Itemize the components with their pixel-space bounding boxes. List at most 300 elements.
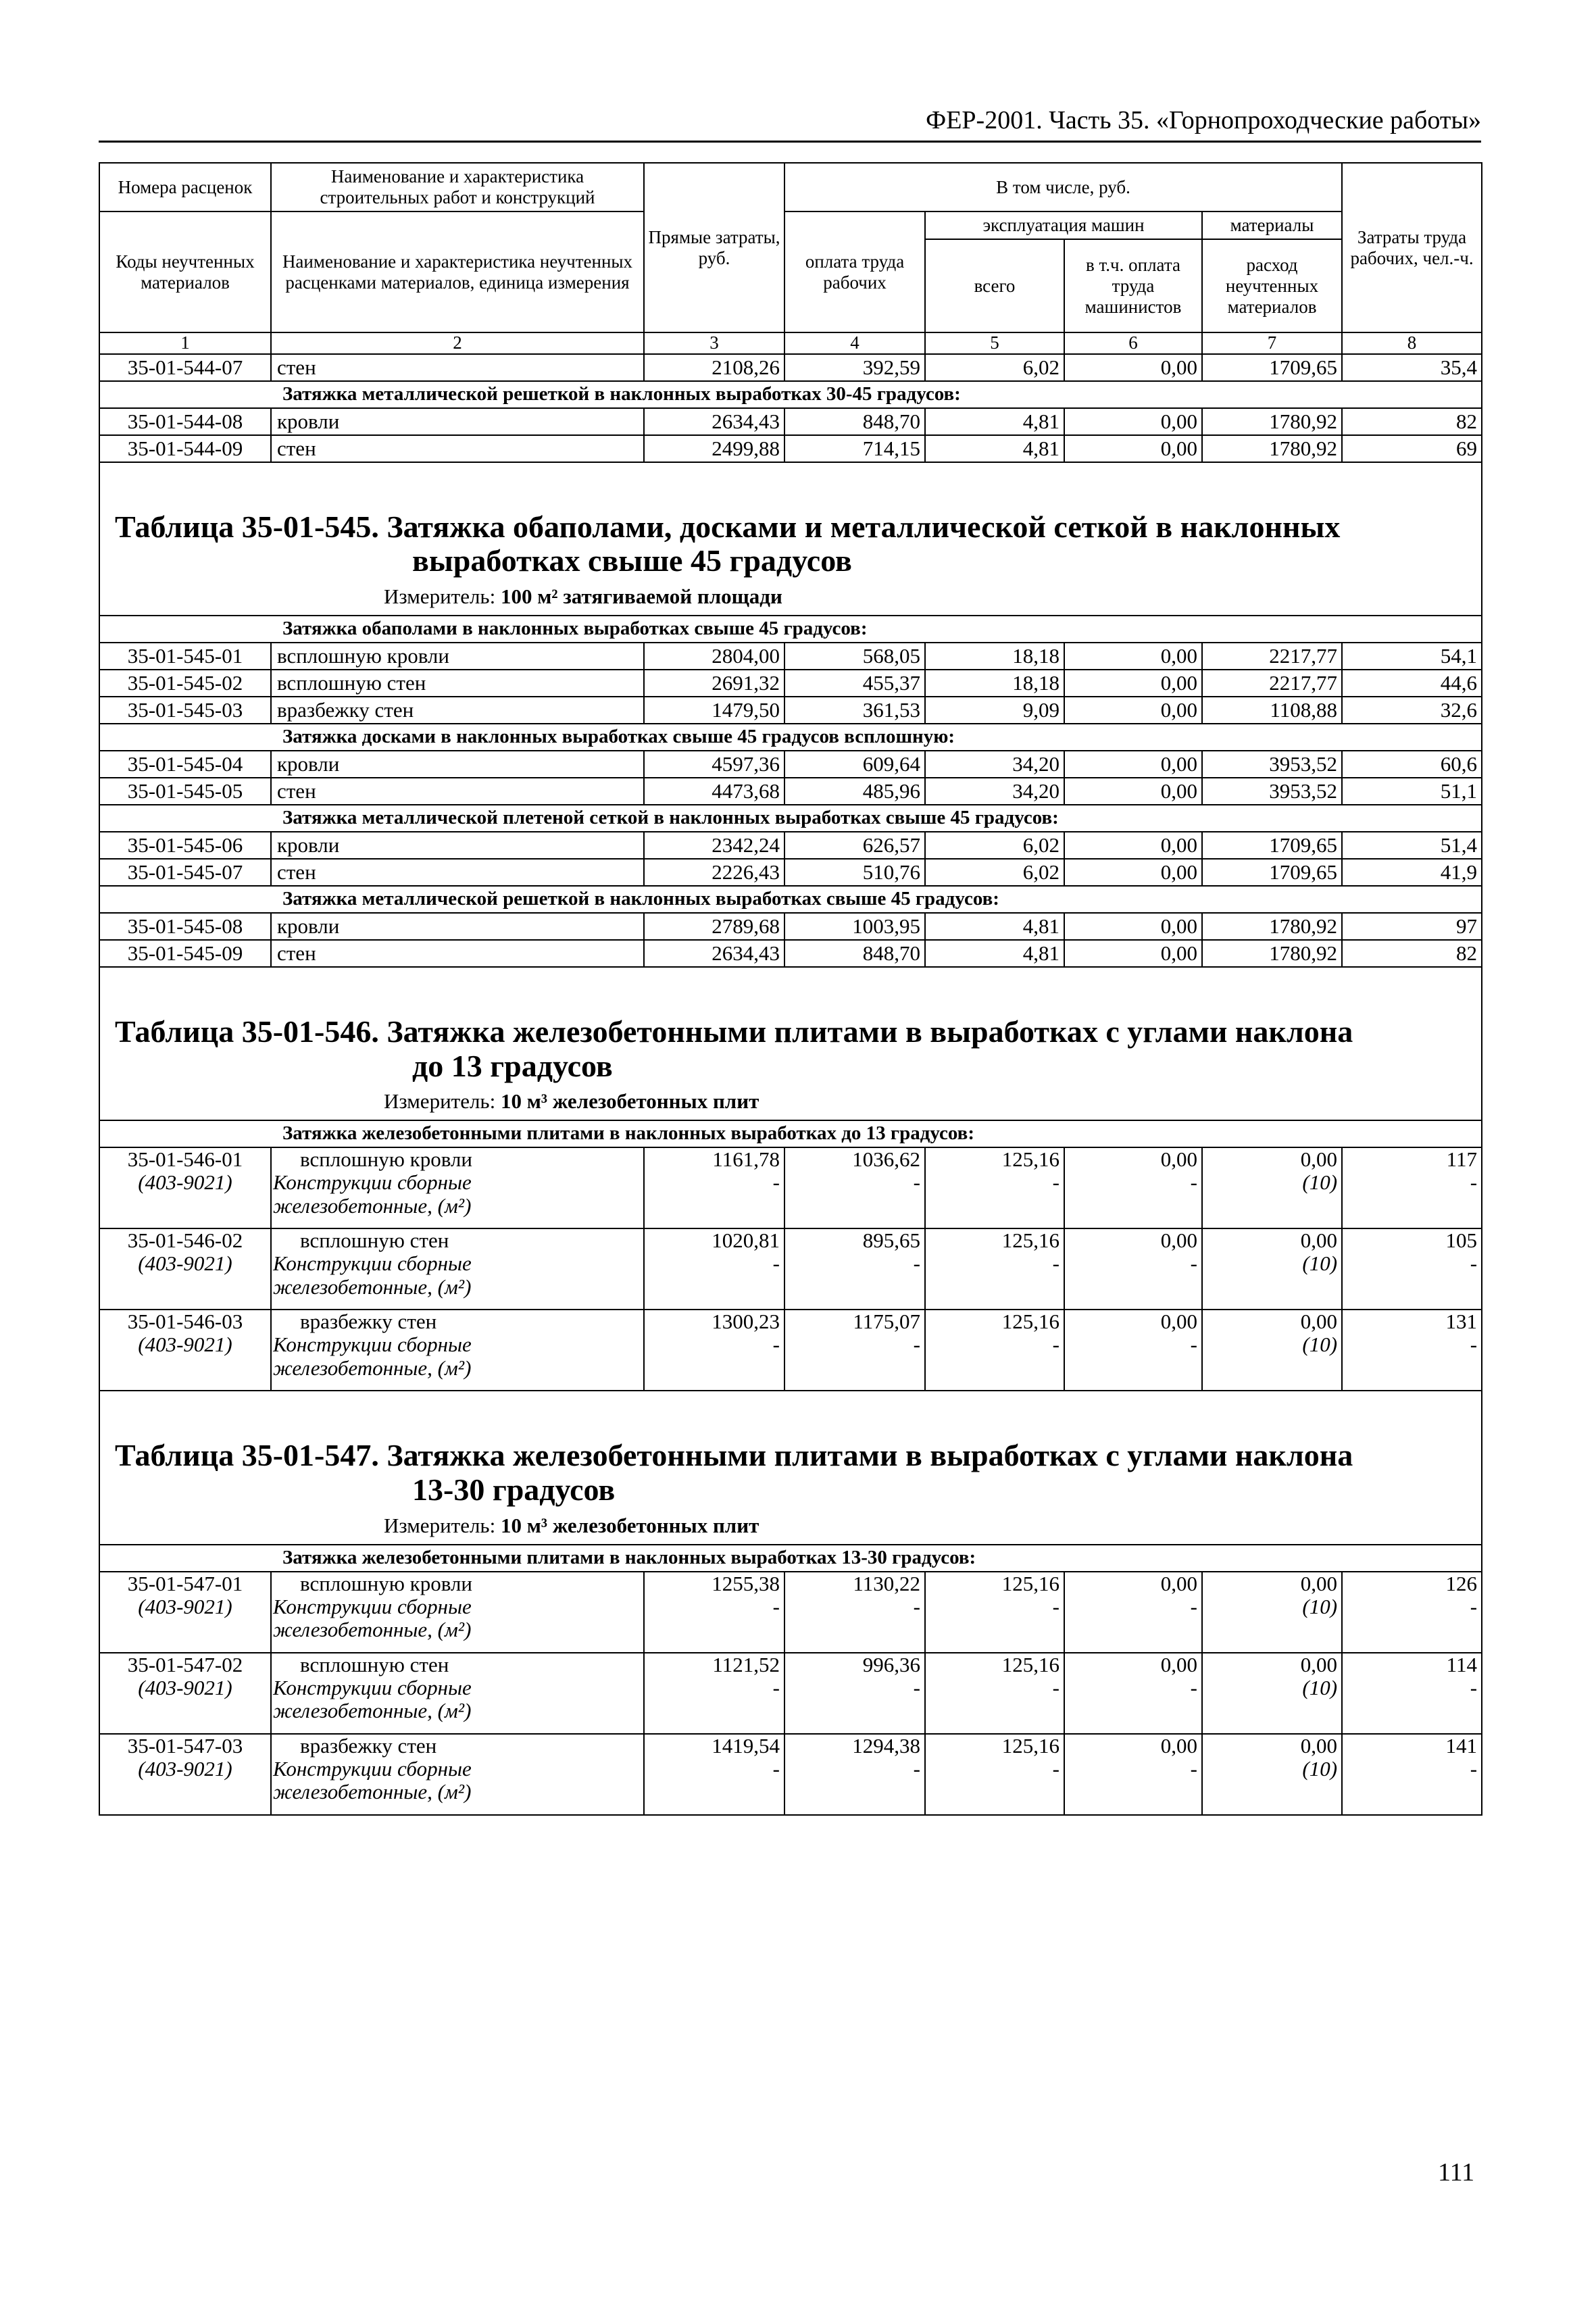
- material-code: (403-9021): [138, 1251, 232, 1276]
- rate-code: 35-01-546-02: [127, 1228, 243, 1253]
- work-name-cell: [271, 1147, 644, 1228]
- value-cell-v8: [1342, 1653, 1482, 1734]
- value-v3: 2108,26: [644, 354, 784, 381]
- group-heading: Затяжка железобетонными плитами в наклонных выработках до 13 градусов:: [99, 1120, 1482, 1147]
- value-v4: 895,65: [862, 1228, 920, 1253]
- value-v8: 44,6: [1342, 670, 1482, 697]
- dash: -: [1190, 1333, 1197, 1357]
- meter-label: Измеритель:: [384, 584, 501, 609]
- material-unit: железобетонные, (м²): [273, 1193, 472, 1218]
- incl-header: В том числе, руб.: [784, 163, 1342, 211]
- table-row: [99, 1147, 1482, 1228]
- value-v5: 6,02: [925, 832, 1064, 859]
- value-v7: 1780,92: [1202, 913, 1342, 940]
- col4-header: оплата труда рабочих: [784, 211, 925, 332]
- table-title: [115, 510, 1481, 578]
- value-cell-v5: [925, 1572, 1064, 1653]
- rate-code: 35-01-545-03: [99, 697, 271, 724]
- work-name: вразбежку стен: [300, 1310, 437, 1334]
- value-v5: 4,81: [925, 435, 1064, 462]
- work-name: вразбежку стен: [300, 1733, 437, 1758]
- dash: -: [772, 1333, 780, 1357]
- work-name: стен: [271, 354, 644, 381]
- meter-value: 10 м³ железобетонных плит: [500, 1513, 759, 1537]
- value-cell-v5: [925, 1228, 1064, 1310]
- material-quantity: (10): [1302, 1594, 1338, 1618]
- col-number: 8: [1342, 332, 1482, 354]
- table-title-row: [99, 497, 1482, 616]
- dash: -: [1052, 1756, 1059, 1781]
- group-heading-row: [99, 1120, 1482, 1147]
- rate-code: 35-01-546-03: [127, 1310, 243, 1334]
- value-v4: 510,76: [784, 859, 925, 886]
- work-name: кровли: [271, 913, 644, 940]
- running-header: [99, 101, 1481, 143]
- value-v7: 1780,92: [1202, 940, 1342, 967]
- table-row: [99, 1310, 1482, 1391]
- value-v8: 60,6: [1342, 751, 1482, 778]
- rate-code-cell: [99, 1572, 271, 1653]
- value-cell-v6: [1064, 1228, 1202, 1310]
- value-v5: 4,81: [925, 408, 1064, 435]
- material-unit: железобетонные, (м²): [273, 1698, 472, 1722]
- work-name: стен: [271, 778, 644, 805]
- group-heading: Затяжка обаполами в наклонных выработках свыше 45 градусов:: [99, 616, 1482, 643]
- material-code: (403-9021): [138, 1756, 232, 1781]
- value-v7: 0,00: [1300, 1147, 1338, 1172]
- col-number: 4: [784, 332, 925, 354]
- value-v6: 0,00: [1064, 913, 1202, 940]
- value-cell-v4: [784, 1734, 925, 1815]
- header-row-1: [99, 163, 1482, 211]
- table-title-row: [99, 1425, 1482, 1544]
- work-name-cell: [271, 1228, 644, 1310]
- col3-header: Прямые затраты, руб.: [644, 163, 784, 332]
- value-v7: 2217,77: [1202, 670, 1342, 697]
- value-v4: 361,53: [784, 697, 925, 724]
- value-v6: 0,00: [1064, 670, 1202, 697]
- value-v4: 609,64: [784, 751, 925, 778]
- value-v6: 0,00: [1064, 354, 1202, 381]
- rate-code: 35-01-545-06: [99, 832, 271, 859]
- value-cell-v4: [784, 1572, 925, 1653]
- table-row: [99, 408, 1482, 435]
- value-v3: 2804,00: [644, 643, 784, 670]
- dash: -: [1190, 1251, 1197, 1276]
- dash: -: [1190, 1675, 1197, 1699]
- table-title-row: [99, 1001, 1482, 1120]
- value-v8: 141: [1445, 1733, 1478, 1758]
- value-v7: 3953,52: [1202, 751, 1342, 778]
- group-heading-row: [99, 886, 1482, 913]
- table-title-line1: Таблица 35-01-547. Затяжка железобетонными плитами в выработках с углами наклона: [115, 1438, 1353, 1473]
- value-v8: 54,1: [1342, 643, 1482, 670]
- table-title-cell: [99, 1001, 1482, 1120]
- material-unit: железобетонные, (м²): [273, 1617, 472, 1641]
- value-v3: 2634,43: [644, 940, 784, 967]
- meter: [115, 585, 1481, 608]
- dash: -: [1052, 1675, 1059, 1699]
- dash: -: [772, 1594, 780, 1618]
- value-v3: 1255,38: [712, 1571, 780, 1595]
- material-unit: железобетонные, (м²): [273, 1274, 472, 1299]
- rate-code-cell: [99, 1653, 271, 1734]
- table-row: [99, 832, 1482, 859]
- value-v5: 18,18: [925, 670, 1064, 697]
- dash: -: [772, 1170, 780, 1195]
- value-v3: 2789,68: [644, 913, 784, 940]
- value-v8: 69: [1342, 435, 1482, 462]
- value-v5: 4,81: [925, 940, 1064, 967]
- value-v3: 2342,24: [644, 832, 784, 859]
- rate-code-cell: [99, 1147, 271, 1228]
- work-name: всплошную стен: [271, 670, 644, 697]
- value-cell-v3: [644, 1147, 784, 1228]
- table-row: [99, 940, 1482, 967]
- col1-top-header: Номера расценок: [99, 163, 271, 211]
- value-v6: 0,00: [1160, 1652, 1197, 1676]
- work-name: кровли: [271, 408, 644, 435]
- value-v8: 51,4: [1342, 832, 1482, 859]
- value-v6: 0,00: [1064, 778, 1202, 805]
- value-cell-v6: [1064, 1310, 1202, 1391]
- dash: -: [1190, 1594, 1197, 1618]
- material-quantity: (10): [1302, 1251, 1338, 1276]
- col6-header: в т.ч. оплата труда машинистов: [1064, 239, 1202, 332]
- table-row: [99, 859, 1482, 886]
- material-code: (403-9021): [138, 1170, 232, 1195]
- rate-code: 35-01-545-01: [99, 643, 271, 670]
- meter-label: Измеритель:: [384, 1089, 501, 1114]
- dash: -: [913, 1170, 920, 1195]
- dash: -: [1470, 1675, 1478, 1699]
- material-quantity: (10): [1302, 1756, 1338, 1781]
- spacer: [99, 462, 1482, 497]
- table-title: [115, 1015, 1481, 1083]
- value-v7: 2217,77: [1202, 643, 1342, 670]
- value-v5: 34,20: [925, 751, 1064, 778]
- work-name-cell: [271, 1572, 644, 1653]
- value-cell-v5: [925, 1734, 1064, 1815]
- value-v6: 0,00: [1160, 1228, 1197, 1253]
- value-v7: 0,00: [1300, 1228, 1338, 1253]
- meter-value: 100 м² затягиваемой площади: [500, 584, 782, 609]
- value-v5: 125,16: [1001, 1733, 1059, 1758]
- value-v5: 34,20: [925, 778, 1064, 805]
- col-number: 3: [644, 332, 784, 354]
- spacer-row: [99, 1391, 1482, 1425]
- value-v4: 455,37: [784, 670, 925, 697]
- dash: -: [1470, 1251, 1478, 1276]
- value-v8: 131: [1445, 1310, 1478, 1334]
- value-v6: 0,00: [1160, 1147, 1197, 1172]
- group-heading: Затяжка железобетонными плитами в наклонных выработках 13-30 градусов:: [99, 1545, 1482, 1572]
- value-cell-v8: [1342, 1572, 1482, 1653]
- work-name: всплошную кровли: [271, 643, 644, 670]
- value-v8: 126: [1445, 1571, 1478, 1595]
- value-cell-v7: [1202, 1653, 1342, 1734]
- value-v6: 0,00: [1064, 643, 1202, 670]
- col1-bottom-header: Коды неучтенных материалов: [99, 211, 271, 332]
- rate-code: 35-01-545-07: [99, 859, 271, 886]
- value-cell-v4: [784, 1653, 925, 1734]
- col2-top-header: Наименование и характеристика строительных работ и конструкций: [271, 163, 644, 211]
- dash: -: [1470, 1756, 1478, 1781]
- rate-code: 35-01-545-09: [99, 940, 271, 967]
- col-number: 1: [99, 332, 271, 354]
- value-v8: 117: [1446, 1147, 1478, 1172]
- value-v6: 0,00: [1160, 1310, 1197, 1334]
- work-name-cell: [271, 1734, 644, 1815]
- value-v7: 1780,92: [1202, 435, 1342, 462]
- spacer-row: [99, 967, 1482, 1001]
- value-v3: 1479,50: [644, 697, 784, 724]
- dash: -: [1052, 1333, 1059, 1357]
- value-cell-v6: [1064, 1147, 1202, 1228]
- column-numbers-row: [99, 332, 1482, 354]
- rate-code: 35-01-545-02: [99, 670, 271, 697]
- dash: -: [1052, 1170, 1059, 1195]
- rate-code: 35-01-544-09: [99, 435, 271, 462]
- value-v6: 0,00: [1064, 751, 1202, 778]
- value-cell-v7: [1202, 1147, 1342, 1228]
- value-v8: 97: [1342, 913, 1482, 940]
- material-unit: железобетонные, (м²): [273, 1779, 472, 1803]
- spacer: [99, 967, 1482, 1001]
- meter-value: 10 м³ железобетонных плит: [500, 1089, 759, 1114]
- group-heading-row: [99, 616, 1482, 643]
- value-v4: 1175,07: [853, 1310, 920, 1334]
- value-v3: 2691,32: [644, 670, 784, 697]
- table-title-cell: [99, 1425, 1482, 1544]
- material-name: Конструкции сборные: [273, 1756, 472, 1781]
- value-v3: 2226,43: [644, 859, 784, 886]
- machines-header: эксплуатация машин: [925, 211, 1202, 239]
- value-v6: 0,00: [1064, 832, 1202, 859]
- rate-code: 35-01-545-08: [99, 913, 271, 940]
- value-cell-v8: [1342, 1310, 1482, 1391]
- value-cell-v3: [644, 1653, 784, 1734]
- group-heading-row: [99, 805, 1482, 832]
- value-v7: 0,00: [1300, 1652, 1338, 1676]
- group-heading-row: [99, 381, 1482, 408]
- value-v3: 1300,23: [712, 1310, 780, 1334]
- work-name: кровли: [271, 832, 644, 859]
- value-v4: 848,70: [784, 940, 925, 967]
- value-v7: 1709,65: [1202, 832, 1342, 859]
- value-v7: 0,00: [1300, 1310, 1338, 1334]
- value-v4: 626,57: [784, 832, 925, 859]
- rate-code: 35-01-547-03: [127, 1733, 243, 1758]
- group-heading-row: [99, 724, 1482, 751]
- rate-code-cell: [99, 1734, 271, 1815]
- material-code: (403-9021): [138, 1594, 232, 1618]
- value-v5: 9,09: [925, 697, 1064, 724]
- value-cell-v7: [1202, 1734, 1342, 1815]
- value-cell-v7: [1202, 1572, 1342, 1653]
- col7-header: расход неучтенных материалов: [1202, 239, 1342, 332]
- material-name: Конструкции сборные: [273, 1675, 472, 1699]
- value-v8: 82: [1342, 408, 1482, 435]
- table-row: [99, 751, 1482, 778]
- value-v4: 568,05: [784, 643, 925, 670]
- running-header-text: ФЕР-2001. Часть 35. «Горнопроходческие работы»: [926, 106, 1481, 134]
- table-title-line1: Таблица 35-01-546. Затяжка железобетонными плитами в выработках с углами наклона: [115, 1014, 1353, 1049]
- table-title-cell: [99, 497, 1482, 616]
- group-heading: Затяжка металлической решеткой в наклонных выработках 30-45 градусов:: [99, 381, 1482, 408]
- table-title-line2: выработках свыше 45 градусов: [412, 543, 852, 578]
- value-v8: 32,6: [1342, 697, 1482, 724]
- dash: -: [1470, 1170, 1478, 1195]
- value-v5: 6,02: [925, 354, 1064, 381]
- value-v7: 1780,92: [1202, 408, 1342, 435]
- material-unit: железобетонные, (м²): [273, 1355, 472, 1380]
- material-name: Конструкции сборные: [273, 1251, 472, 1276]
- value-cell-v7: [1202, 1228, 1342, 1310]
- table-row: [99, 435, 1482, 462]
- value-v5: 18,18: [925, 643, 1064, 670]
- table-row: [99, 1228, 1482, 1310]
- spacer: [99, 1391, 1482, 1425]
- value-v5: 6,02: [925, 859, 1064, 886]
- rate-code: 35-01-547-01: [127, 1571, 243, 1595]
- meter-label: Измеритель:: [384, 1513, 501, 1537]
- table-title-line1: Таблица 35-01-545. Затяжка обаполами, досками и металлической сеткой в наклонных: [115, 509, 1341, 544]
- value-cell-v6: [1064, 1734, 1202, 1815]
- col-number: 7: [1202, 332, 1342, 354]
- value-v3: 2499,88: [644, 435, 784, 462]
- value-cell-v4: [784, 1147, 925, 1228]
- dash: -: [913, 1675, 920, 1699]
- table-row: [99, 1653, 1482, 1734]
- value-cell-v5: [925, 1653, 1064, 1734]
- value-v4: 1294,38: [852, 1733, 920, 1758]
- value-cell-v3: [644, 1310, 784, 1391]
- value-v3: 1419,54: [712, 1733, 780, 1758]
- table-row: [99, 778, 1482, 805]
- dash: -: [1470, 1333, 1478, 1357]
- value-v4: 1036,62: [852, 1147, 920, 1172]
- material-code: (403-9021): [138, 1675, 232, 1699]
- value-v5: 4,81: [925, 913, 1064, 940]
- value-v8: 82: [1342, 940, 1482, 967]
- value-v5: 125,16: [1001, 1310, 1059, 1334]
- rate-code: 35-01-545-04: [99, 751, 271, 778]
- material-quantity: (10): [1302, 1333, 1338, 1357]
- value-v6: 0,00: [1064, 697, 1202, 724]
- value-cell-v8: [1342, 1734, 1482, 1815]
- work-name-cell: [271, 1653, 644, 1734]
- material-quantity: (10): [1302, 1170, 1338, 1195]
- value-cell-v6: [1064, 1572, 1202, 1653]
- value-v8: 41,9: [1342, 859, 1482, 886]
- spacer-row: [99, 462, 1482, 497]
- value-cell-v3: [644, 1228, 784, 1310]
- material-quantity: (10): [1302, 1675, 1338, 1699]
- work-name: стен: [271, 435, 644, 462]
- table-row: [99, 354, 1482, 381]
- col-number: 2: [271, 332, 644, 354]
- value-v3: 4473,68: [644, 778, 784, 805]
- value-v7: 1108,88: [1202, 697, 1342, 724]
- dash: -: [913, 1756, 920, 1781]
- value-v8: 35,4: [1342, 354, 1482, 381]
- meter: [115, 1514, 1481, 1537]
- meter: [115, 1090, 1481, 1113]
- value-v3: 4597,36: [644, 751, 784, 778]
- dash: -: [913, 1251, 920, 1276]
- value-v4: 996,36: [862, 1652, 920, 1676]
- work-name: всплошную стен: [300, 1652, 449, 1676]
- value-v8: 105: [1445, 1228, 1478, 1253]
- material-name: Конструкции сборные: [273, 1594, 472, 1618]
- materials-header: материалы: [1202, 211, 1342, 239]
- rate-code: 35-01-544-07: [99, 354, 271, 381]
- value-v6: 0,00: [1160, 1733, 1197, 1758]
- value-v7: 0,00: [1300, 1571, 1338, 1595]
- material-code: (403-9021): [138, 1333, 232, 1357]
- value-cell-v4: [784, 1310, 925, 1391]
- group-heading: Затяжка металлической плетеной сеткой в наклонных выработках свыше 45 градусов:: [99, 805, 1482, 832]
- value-cell-v4: [784, 1228, 925, 1310]
- dash: -: [772, 1251, 780, 1276]
- page-number: 111: [1438, 2158, 1475, 2187]
- work-name: всплошную кровли: [300, 1147, 472, 1172]
- value-v5: 125,16: [1001, 1652, 1059, 1676]
- value-v5: 125,16: [1001, 1228, 1059, 1253]
- table-row: [99, 643, 1482, 670]
- dash: -: [772, 1675, 780, 1699]
- rate-code-cell: [99, 1228, 271, 1310]
- value-v6: 0,00: [1064, 859, 1202, 886]
- table-row: [99, 1734, 1482, 1815]
- header-row-2: [99, 211, 1482, 239]
- work-name-cell: [271, 1310, 644, 1391]
- dash: -: [1190, 1756, 1197, 1781]
- value-v4: 1003,95: [784, 913, 925, 940]
- value-v6: 0,00: [1064, 435, 1202, 462]
- value-v3: 1121,52: [712, 1652, 780, 1676]
- value-cell-v5: [925, 1147, 1064, 1228]
- work-name: всплошную кровли: [300, 1571, 472, 1595]
- col8-header: Затраты труда рабочих, чел.-ч.: [1342, 163, 1482, 332]
- work-name: стен: [271, 859, 644, 886]
- material-name: Конструкции сборные: [273, 1170, 472, 1195]
- dash: -: [1052, 1594, 1059, 1618]
- value-v3: 1161,78: [712, 1147, 780, 1172]
- value-v7: 1709,65: [1202, 354, 1342, 381]
- value-v7: 1709,65: [1202, 859, 1342, 886]
- value-v5: 125,16: [1001, 1147, 1059, 1172]
- value-v5: 125,16: [1001, 1571, 1059, 1595]
- rate-code-cell: [99, 1310, 271, 1391]
- value-v6: 0,00: [1064, 408, 1202, 435]
- group-heading-row: [99, 1545, 1482, 1572]
- rate-code: 35-01-547-02: [127, 1652, 243, 1676]
- work-name: стен: [271, 940, 644, 967]
- dash: -: [913, 1594, 920, 1618]
- value-cell-v3: [644, 1734, 784, 1815]
- value-v4: 848,70: [784, 408, 925, 435]
- value-v4: 485,96: [784, 778, 925, 805]
- value-v6: 0,00: [1064, 940, 1202, 967]
- value-v4: 1130,22: [853, 1571, 920, 1595]
- value-v4: 714,15: [784, 435, 925, 462]
- value-v8: 51,1: [1342, 778, 1482, 805]
- table-row: [99, 670, 1482, 697]
- value-v8: 114: [1446, 1652, 1478, 1676]
- group-heading: Затяжка досками в наклонных выработках свыше 45 градусов всплошную:: [99, 724, 1482, 751]
